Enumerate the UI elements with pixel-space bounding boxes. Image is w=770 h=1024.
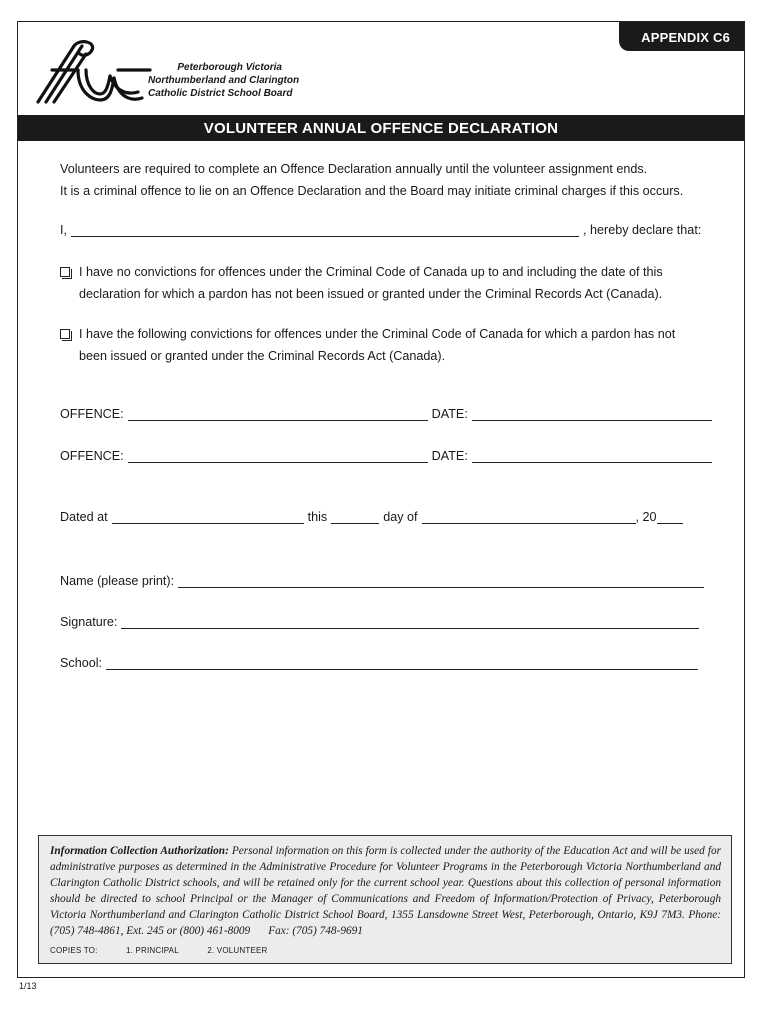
option-text: been issued or granted under the Criminal Records Act (Canada).: [79, 349, 446, 363]
board-name-line: Northumberland and Clarington: [148, 75, 300, 86]
form-title: VOLUNTEER ANNUAL OFFENCE DECLARATION: [18, 115, 744, 141]
school-field[interactable]: [106, 655, 698, 670]
option-text: I have no convictions for offences under the Criminal Code of Canada up to and including the date of this: [79, 265, 663, 279]
board-name-line: Catholic District School Board: [148, 88, 293, 99]
declarant-row: [60, 222, 701, 237]
offence-label: OFFENCE:: [60, 407, 124, 421]
pvnc-logo-icon: [34, 40, 152, 104]
name-field[interactable]: [178, 573, 704, 588]
option-text: I have the following convictions for offences under the Criminal Code of Canada for which a pardon has not: [79, 327, 676, 341]
info-text: Personal information on this form is collected under the authority of the Education Act and will be used for administrative purposes as determined in the Administrative Procedure for Volunteer Programs in the Peterborough Victoria Northumberland and Clarington Catholic District schools, and will be retained only for the current school year. Questions about this collection of personal information should be directed to school Principal or the Manager of Communications and Freedom of Information/Protection of Privacy, Peterborough Victoria Northumberland and Clarington Catholic District School Board, 1355 Lansdowne Street West, Peterborough, Ontario, K9J 7M3. Phone: (705) 748-4861, Ext. 245 or (800) 461-8009: [50, 845, 722, 937]
offence-row: [60, 448, 716, 463]
copies-to-label: COPIES TO:: [50, 946, 98, 955]
date-label: DATE:: [431, 407, 468, 421]
intro-line: Volunteers are required to complete an Offence Declaration annually until the volunteer assignment ends.: [60, 162, 648, 176]
declarant-name-field[interactable]: [71, 222, 579, 237]
copy-volunteer: 2. VOLUNTEER: [207, 946, 268, 955]
form-frame: [17, 21, 745, 978]
option-has-convictions: [60, 323, 675, 367]
signature-field[interactable]: [121, 614, 699, 629]
offence-row: [60, 406, 716, 421]
has-convictions-checkbox[interactable]: [60, 329, 70, 339]
no-convictions-checkbox[interactable]: [60, 267, 70, 277]
offence-field[interactable]: [128, 406, 428, 421]
copies-line: [50, 943, 721, 959]
dated-at-field[interactable]: [112, 509, 304, 524]
intro-line: It is a criminal offence to lie on an Offence Declaration and the Board may initiate criminal charges if this occurs.: [60, 184, 684, 198]
offence-label: OFFENCE:: [60, 449, 124, 463]
option-text: declaration for which a pardon has not been issued or granted under the Criminal Records Act (Canada).: [79, 287, 663, 301]
this-label: this: [307, 510, 328, 524]
declarant-suffix: , hereby declare that:: [583, 223, 702, 237]
board-name: [148, 61, 300, 100]
year-field[interactable]: [657, 509, 683, 524]
signature-label: Signature:: [60, 615, 118, 629]
info-fax: Fax: (705) 748-9691: [268, 925, 363, 937]
appendix-tab: APPENDIX C6: [619, 22, 744, 51]
offence-date-field[interactable]: [472, 448, 712, 463]
declarant-prefix: I,: [60, 223, 67, 237]
board-name-line: Peterborough Victoria: [177, 62, 282, 73]
month-field[interactable]: [422, 509, 636, 524]
day-field[interactable]: [331, 509, 379, 524]
school-row: [60, 655, 702, 670]
page-number: 1/13: [19, 981, 37, 991]
offence-date-field[interactable]: [472, 406, 712, 421]
year-prefix-label: , 20: [635, 510, 657, 524]
name-row: [60, 573, 708, 588]
dated-at-label: Dated at: [60, 510, 108, 524]
info-lead: Information Collection Authorization:: [50, 845, 229, 857]
copy-principal: 1. PRINCIPAL: [125, 946, 179, 955]
date-label: DATE:: [431, 449, 468, 463]
signature-row: [60, 614, 703, 629]
name-label: Name (please print):: [60, 574, 175, 588]
school-label: School:: [60, 656, 103, 670]
day-of-label: day of: [383, 510, 418, 524]
info-collection-notice: [38, 835, 732, 964]
option-no-convictions: [60, 261, 663, 305]
intro-text: [60, 158, 683, 202]
offence-field[interactable]: [128, 448, 428, 463]
dated-row: [60, 509, 687, 524]
